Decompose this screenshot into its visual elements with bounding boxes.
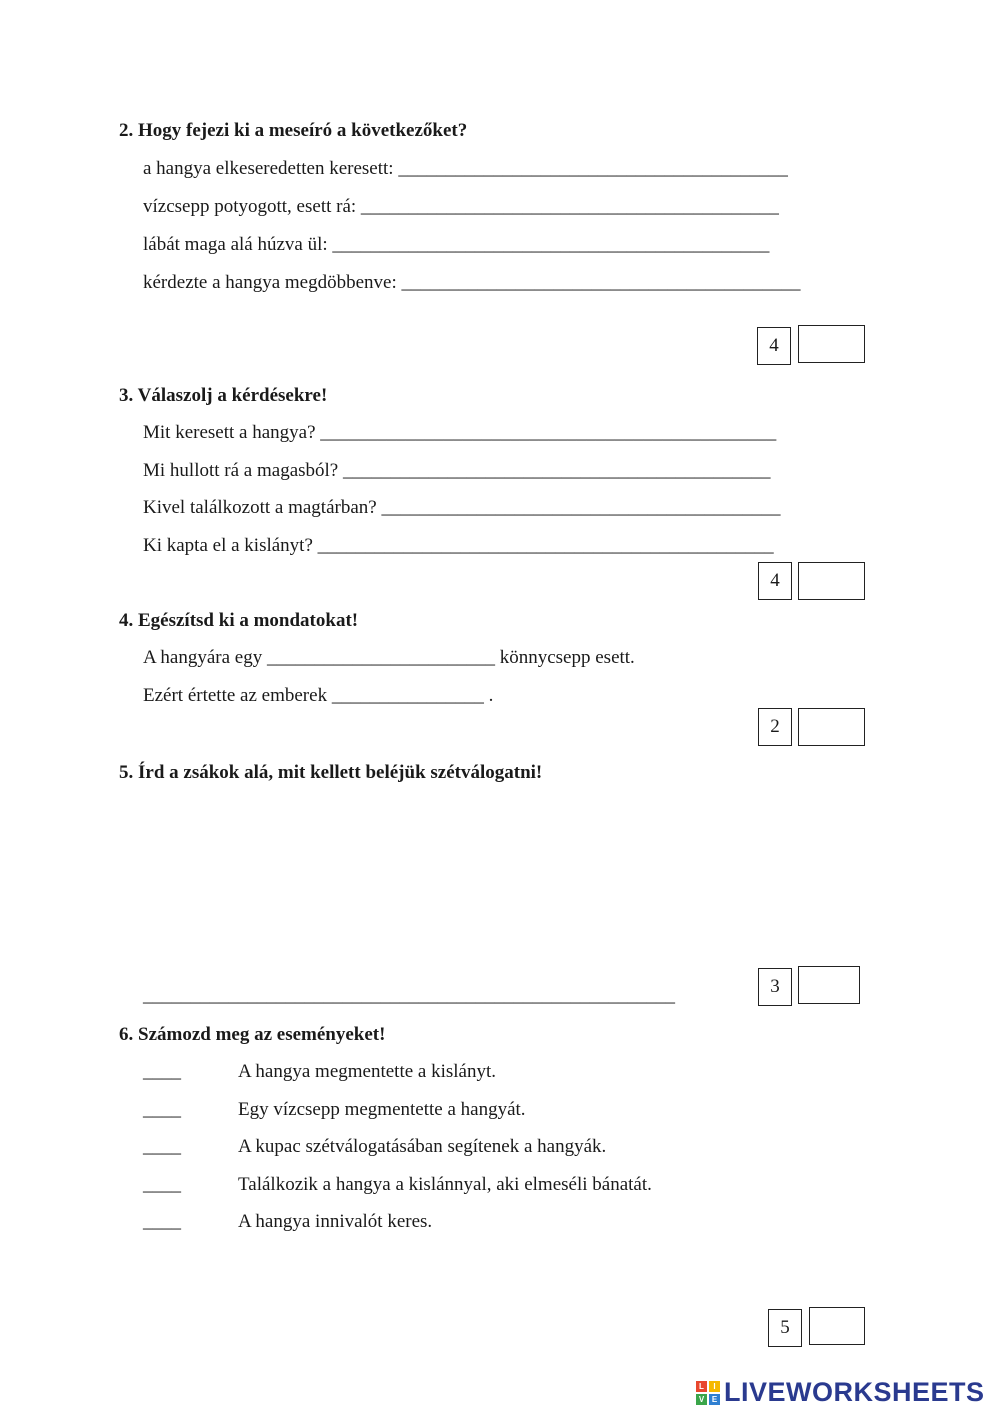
q3-score-box[interactable]: [798, 562, 865, 600]
q4-max-score: 2: [758, 708, 792, 746]
q4-line-1[interactable]: A hangyára egy ________________________ könnycsepp esett.: [143, 647, 635, 668]
q6-number-blank-5[interactable]: ____: [143, 1211, 181, 1232]
q6-event-5: A hangya innivalót keres.: [238, 1211, 433, 1232]
logo-icon: [696, 1381, 720, 1405]
q4-score-box[interactable]: [798, 708, 865, 746]
q6-number-blank-4[interactable]: ____: [143, 1174, 181, 1195]
q6-max-score: 5: [768, 1309, 802, 1347]
logo-block: V: [696, 1394, 707, 1405]
q2-line-2[interactable]: vízcsepp potyogott, esett rá: ____________________________________________: [143, 196, 779, 217]
q2-line-4[interactable]: kérdezte a hangya megdöbbenve: __________________________________________: [143, 272, 801, 293]
q6-title: 6. Számozd meg az eseményeket!: [119, 1024, 386, 1045]
q3-max-score: 4: [758, 562, 792, 600]
q5-title: 5. Írd a zsákok alá, mit kellett beléjük szétválogatni!: [119, 762, 543, 783]
q5-max-score: 3: [758, 968, 792, 1006]
q6-number-blank-3[interactable]: ____: [143, 1136, 181, 1157]
q3-line-3[interactable]: Kivel találkozott a magtárban? __________________________________________: [143, 497, 781, 518]
q6-number-blank-1[interactable]: ____: [143, 1061, 181, 1082]
q6-score-box[interactable]: [809, 1307, 865, 1345]
q2-line-3[interactable]: lábát maga alá húzva ül: ______________________________________________: [143, 234, 770, 255]
logo-block: L: [696, 1381, 707, 1392]
logo-block: E: [709, 1394, 720, 1405]
q4-title: 4. Egészítsd ki a mondatokat!: [119, 610, 359, 631]
q3-line-4[interactable]: Ki kapta el a kislányt? ________________________________________________: [143, 535, 774, 556]
q5-score-box[interactable]: [798, 966, 860, 1004]
liveworksheets-logo: [696, 1377, 985, 1408]
q2-title: 2. Hogy fejezi ki a meseíró a következőket?: [119, 120, 468, 141]
q2-line-1[interactable]: a hangya elkeseredetten keresett: _________________________________________: [143, 158, 788, 179]
q2-max-score: 4: [757, 327, 791, 365]
q3-line-1[interactable]: Mit keresett a hangya? ________________________________________________: [143, 422, 777, 443]
q3-title: 3. Válaszolj a kérdésekre!: [119, 385, 328, 406]
logo-text: LIVEWORKSHEETS: [724, 1377, 985, 1407]
logo-block: I: [709, 1381, 720, 1392]
q6-event-2: Egy vízcsepp megmentette a hangyát.: [238, 1099, 526, 1120]
q6-number-blank-2[interactable]: ____: [143, 1099, 181, 1120]
q6-event-1: A hangya megmentette a kislányt.: [238, 1061, 497, 1082]
q2-score-box[interactable]: [798, 325, 865, 363]
q5-answer-line[interactable]: ________________________________________________________: [143, 985, 675, 1006]
q6-event-4: Találkozik a hangya a kislánnyal, aki elmeséli bánatát.: [238, 1174, 652, 1195]
q6-event-3: A kupac szétválogatásában segítenek a hangyák.: [238, 1136, 607, 1157]
q3-line-2[interactable]: Mi hullott rá a magasból? _____________________________________________: [143, 460, 771, 481]
q4-line-2[interactable]: Ezért értette az emberek ________________ .: [143, 685, 494, 706]
